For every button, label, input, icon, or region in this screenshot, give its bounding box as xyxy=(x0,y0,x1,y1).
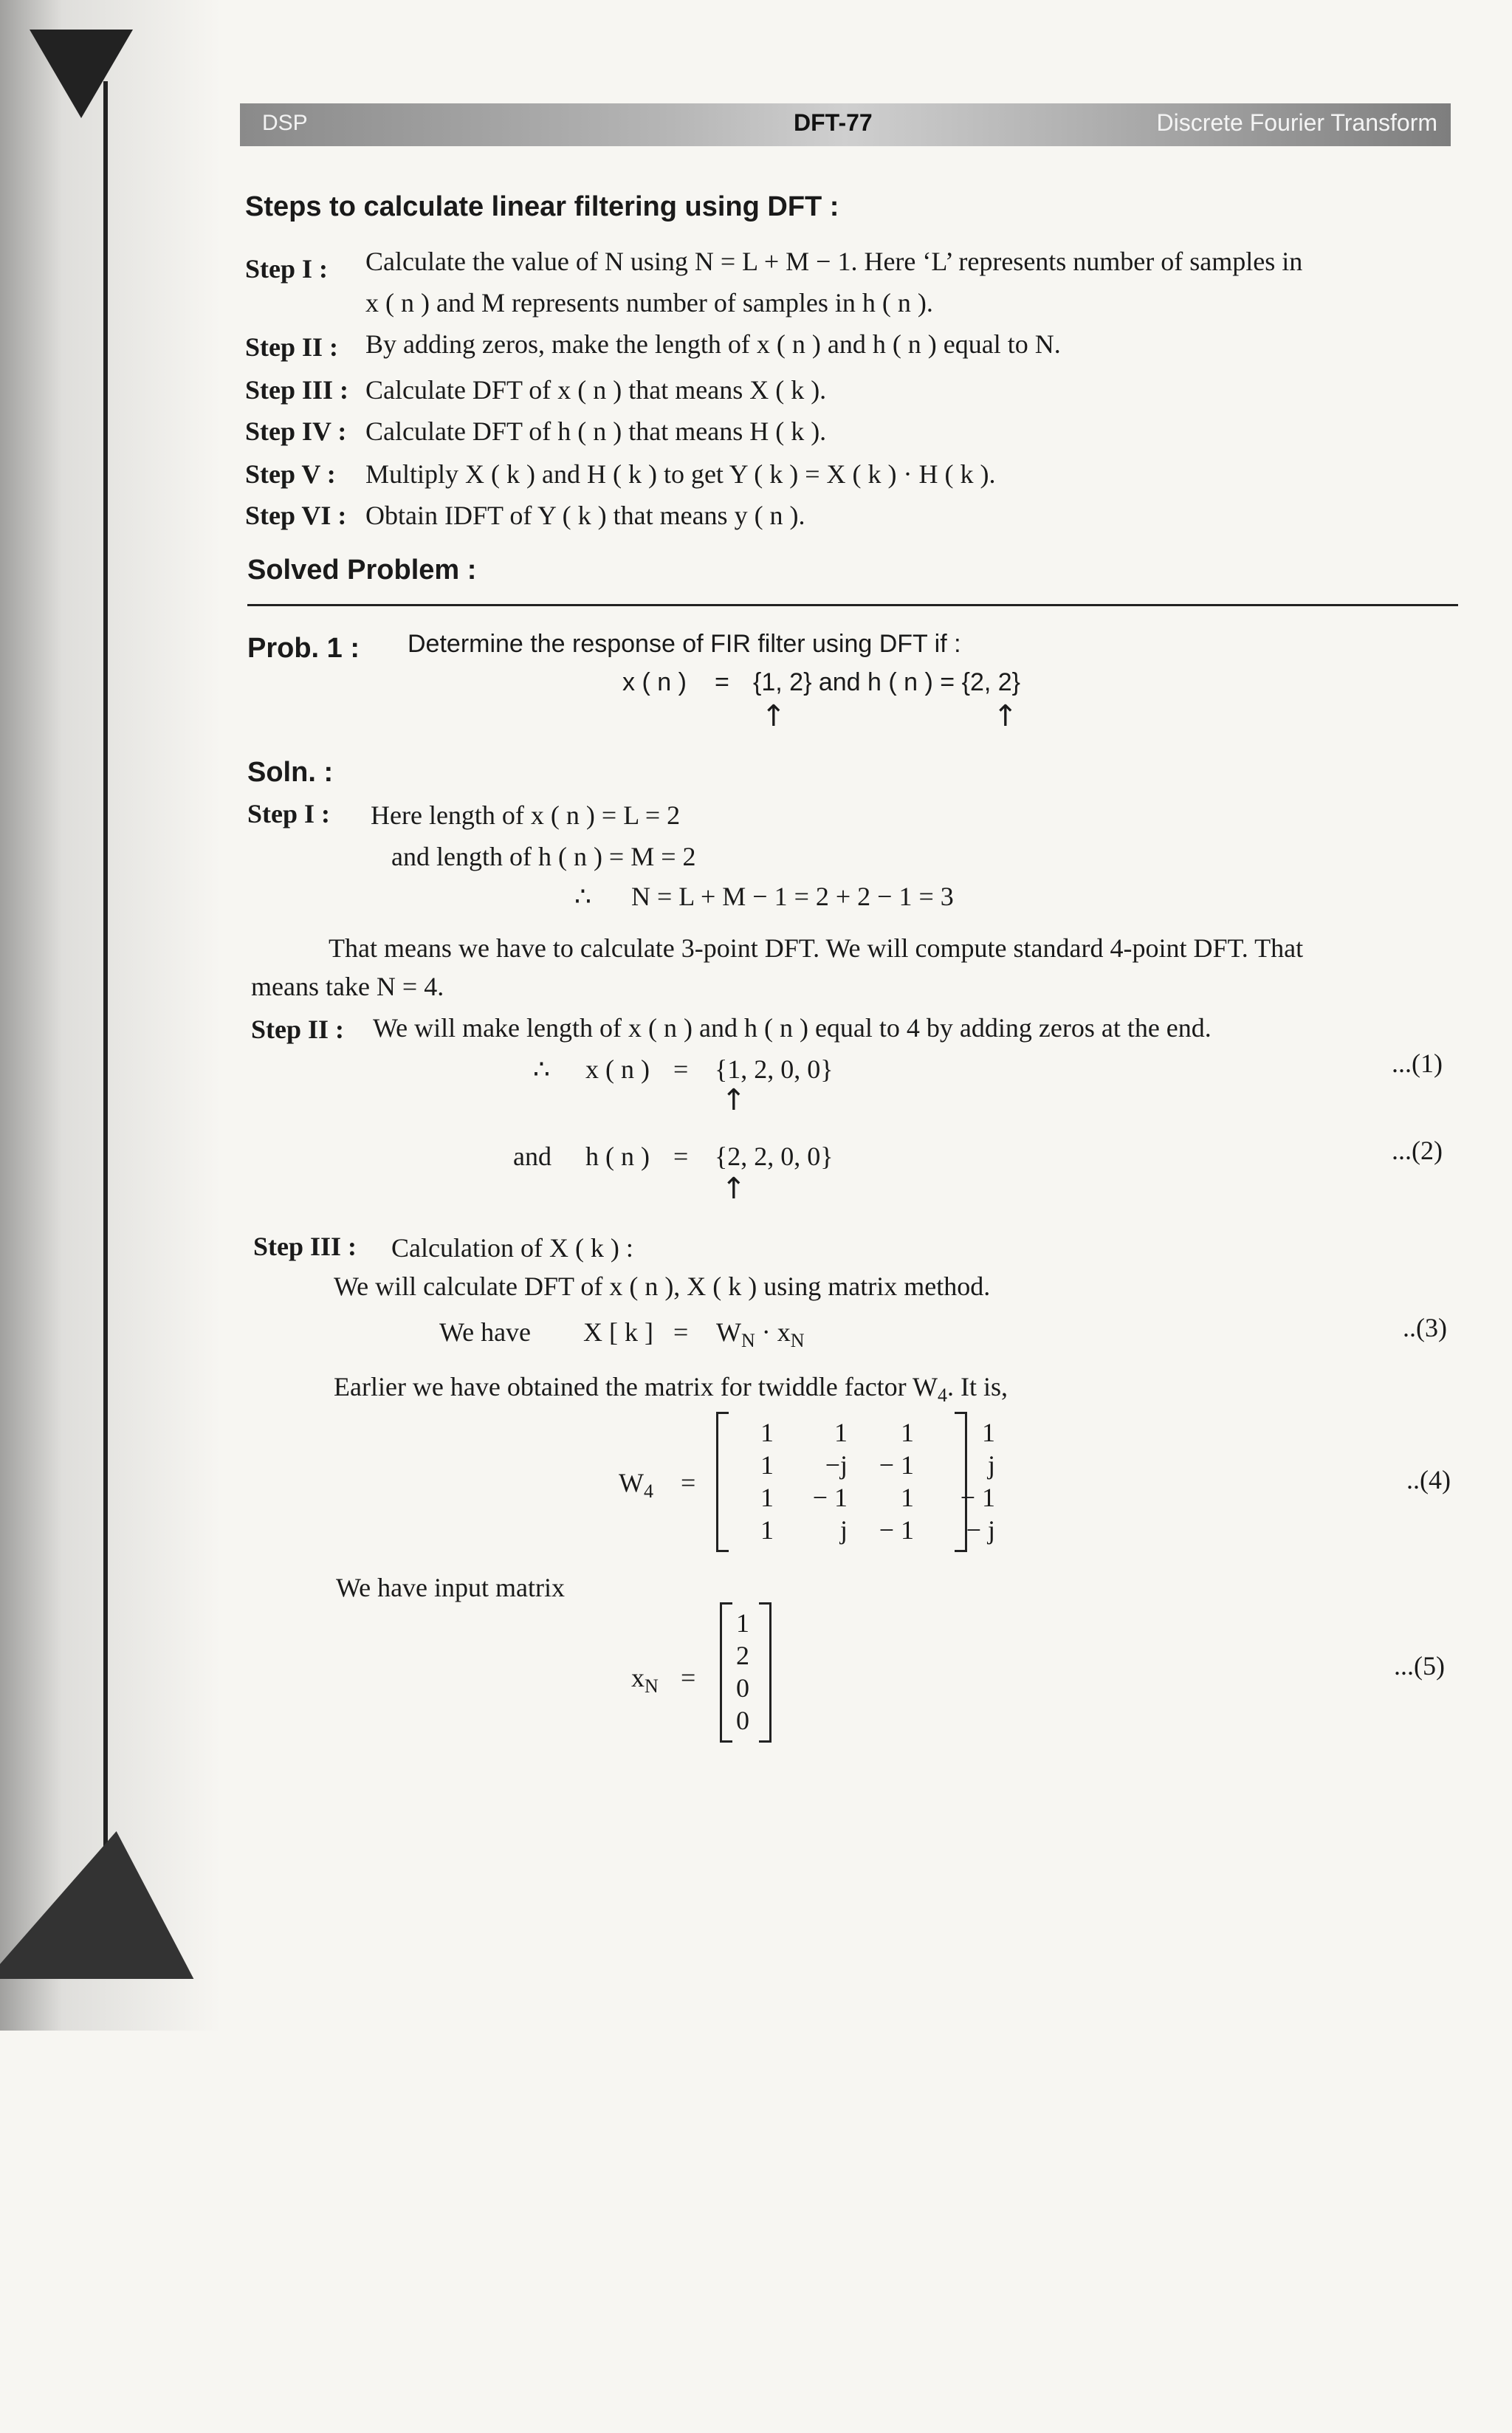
eq-3-w: W xyxy=(716,1317,741,1347)
w4-matrix-cells xyxy=(735,1416,995,1546)
matrix-cell: 1 xyxy=(760,1418,774,1447)
step-6-label: Step VI : xyxy=(245,501,347,530)
matrix-cell: 1 xyxy=(760,1450,774,1480)
matrix-cell: 1 xyxy=(901,1483,914,1512)
matrix-cell: − 1 xyxy=(879,1450,914,1480)
eq-number-3: ..(3) xyxy=(1403,1313,1447,1342)
matrix-bracket-right xyxy=(759,1602,772,1743)
xn-matrix xyxy=(720,1602,772,1743)
prob-label: Prob. 1 : xyxy=(247,633,360,664)
twiddle-text-end: . It is, xyxy=(947,1372,1008,1401)
xn-letter: x xyxy=(631,1663,645,1692)
soln-step-1-label: Step I : xyxy=(247,799,331,828)
matrix-cell: 1 xyxy=(901,1418,914,1447)
matrix-bracket-left xyxy=(716,1412,729,1552)
eq-3-lead: We have xyxy=(439,1317,532,1347)
eq-1-lhs: x ( n ) xyxy=(585,1054,650,1084)
matrix-bracket-left xyxy=(720,1602,732,1743)
prob-eq-rhs: {1, 2} and h ( n ) = {2, 2} xyxy=(753,668,1021,696)
therefore-symbol: ∴ xyxy=(533,1054,550,1084)
prob-text: Determine the response of FIR filter using DFT if : xyxy=(408,630,961,658)
soln-label: Soln. : xyxy=(247,757,334,788)
eq-3-rhs xyxy=(716,1316,805,1357)
origin-arrow-icon: ↑ xyxy=(721,1083,746,1117)
xn-matrix-cells xyxy=(733,1607,758,1737)
header-chapter: Discrete Fourier Transform xyxy=(1156,109,1437,136)
matrix-cell: − j xyxy=(966,1515,995,1545)
step-5-text: Multiply X ( k ) and H ( k ) to get Y ( k ) = X ( k ) · H ( k ). xyxy=(365,459,996,489)
steps-title: Steps to calculate linear filtering using DFT : xyxy=(245,191,839,222)
soln-step-2-text: We will make length of x ( n ) and h ( n ) equal to 4 by adding zeros at the end. xyxy=(373,1013,1212,1043)
header-left: DSP xyxy=(262,111,308,135)
matrix-cell: j xyxy=(987,1450,995,1480)
step-3-label: Step III : xyxy=(245,375,349,405)
step-5-label: Step V : xyxy=(245,459,336,489)
eq-3-x: · x xyxy=(755,1317,791,1347)
page-number: DFT-77 xyxy=(794,109,873,136)
matrix-cell: 1 xyxy=(982,1418,995,1447)
w4-sub: 4 xyxy=(643,1480,653,1502)
para-1-line-1: That means we have to calculate 3-point DFT. We will compute standard 4-point DFT. That xyxy=(329,933,1304,963)
soln-step-1-line-2: and length of h ( n ) = M = 2 xyxy=(391,842,696,871)
twiddle-text xyxy=(334,1370,1008,1412)
step-2-text: By adding zeros, make the length of x ( n ) and h ( n ) equal to N. xyxy=(365,329,1061,359)
step-1-text-2: x ( n ) and M represents number of samples in h ( n ). xyxy=(365,288,933,318)
step-6-text: Obtain IDFT of Y ( k ) that means y ( n ). xyxy=(365,501,805,530)
xn-equals: = xyxy=(681,1663,696,1692)
eq-2-rhs: {2, 2, 0, 0} xyxy=(715,1142,834,1171)
matrix-cell: 1 xyxy=(760,1483,774,1512)
eq-2-equals: = xyxy=(673,1142,689,1171)
matrix-cell: 0 xyxy=(736,1706,749,1735)
origin-arrow-icon: ↑ xyxy=(761,699,786,733)
eq-number-5: ...(5) xyxy=(1394,1651,1445,1681)
origin-arrow-icon: ↑ xyxy=(993,699,1018,733)
eq-1-equals: = xyxy=(673,1054,689,1084)
soln-step-2-label: Step II : xyxy=(251,1015,345,1044)
soln-step-1-line-3: N = L + M − 1 = 2 + 2 − 1 = 3 xyxy=(631,882,954,911)
prob-eq-lhs: x ( n ) xyxy=(622,668,687,696)
eq-3-sub-1: N xyxy=(740,1330,755,1351)
eq-1-rhs: {1, 2, 0, 0} xyxy=(715,1054,834,1084)
w4-letter: W xyxy=(619,1468,644,1497)
matrix-cell: j xyxy=(839,1515,848,1545)
matrix-cell: − 1 xyxy=(960,1483,995,1512)
para-1-line-2: means take N = 4. xyxy=(251,972,444,1001)
matrix-cell: − 1 xyxy=(879,1515,914,1545)
eq-number-1: ...(1) xyxy=(1392,1049,1443,1078)
input-matrix-text: We have input matrix xyxy=(336,1573,566,1602)
step-1-text: Calculate the value of N using N = L + M − 1. Here ‘L’ represents number of samples in xyxy=(365,247,1303,276)
prob-eq-equals: = xyxy=(715,668,729,696)
matrix-cell: 1 xyxy=(834,1418,848,1447)
matrix-cell: − 1 xyxy=(812,1483,848,1512)
eq-2-and: and xyxy=(513,1142,551,1171)
soln-step-1-line-1: Here length of x ( n ) = L = 2 xyxy=(371,800,681,830)
xn-sub: N xyxy=(645,1675,659,1697)
matrix-cell: 2 xyxy=(736,1641,749,1670)
w4-label xyxy=(619,1466,653,1508)
eq-2-lhs: h ( n ) xyxy=(585,1142,650,1171)
eq-number-4: ..(4) xyxy=(1406,1465,1451,1495)
eq-3-equals: = xyxy=(673,1317,689,1347)
step-1-label: Step I : xyxy=(245,254,329,284)
matrix-cell: 1 xyxy=(760,1515,774,1545)
origin-arrow-icon: ↑ xyxy=(721,1172,746,1206)
matrix-cell: 0 xyxy=(736,1673,749,1703)
soln-step-3-text: Calculation of X ( k ) : xyxy=(391,1233,633,1263)
solved-problem-title: Solved Problem : xyxy=(247,555,477,586)
soln-step-3-line-1: We will calculate DFT of x ( n ), X ( k ) using matrix method. xyxy=(334,1272,991,1301)
eq-3-sub-2: N xyxy=(790,1330,805,1351)
twiddle-text-main: Earlier we have obtained the matrix for twiddle factor W xyxy=(334,1372,938,1401)
therefore-symbol: ∴ xyxy=(574,882,591,911)
eq-3-lhs: X [ k ] xyxy=(583,1317,653,1347)
section-divider xyxy=(247,604,1458,606)
step-4-text: Calculate DFT of h ( n ) that means H ( k ). xyxy=(365,416,827,446)
twiddle-sub: 4 xyxy=(938,1384,947,1406)
eq-number-2: ...(2) xyxy=(1392,1136,1443,1165)
w4-equals: = xyxy=(681,1468,696,1497)
matrix-cell: 1 xyxy=(736,1608,749,1638)
step-2-label: Step II : xyxy=(245,332,339,362)
step-3-text: Calculate DFT of x ( n ) that means X ( k ). xyxy=(365,375,827,405)
w4-matrix xyxy=(716,1412,995,1552)
matrix-cell: −j xyxy=(825,1450,848,1480)
step-4-label: Step IV : xyxy=(245,416,347,446)
soln-step-3-label: Step III : xyxy=(253,1232,357,1261)
xn-label xyxy=(631,1661,659,1703)
